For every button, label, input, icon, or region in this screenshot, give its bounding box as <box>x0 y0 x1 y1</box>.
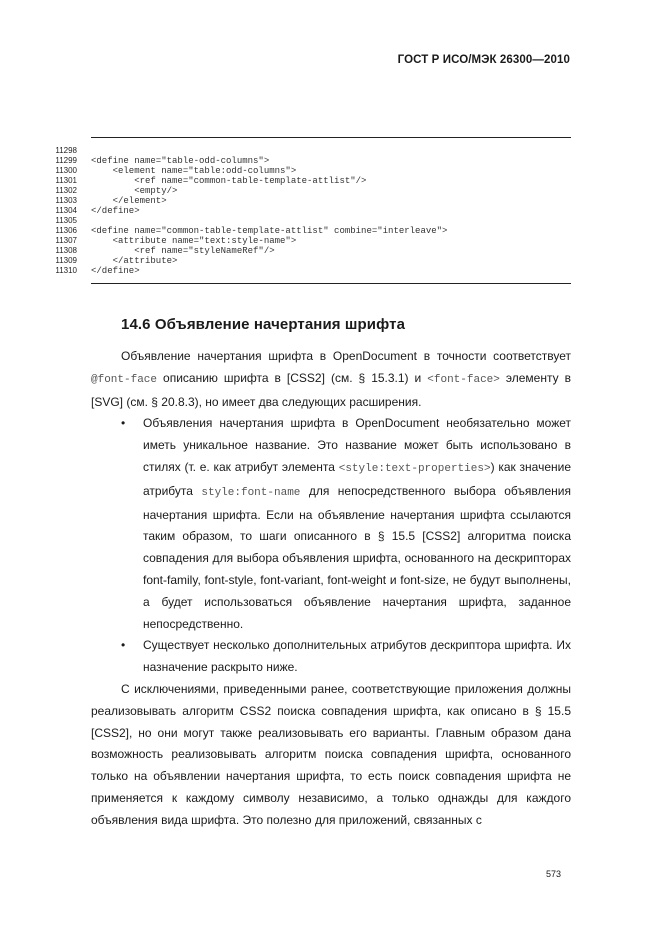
code-text: <define name="table-odd-columns"> <box>91 156 270 166</box>
paragraph-conformance: С исключениями, приведенными ранее, соответствующие приложения должны реализовывать алгоритм CSS2 поиска совпадения шрифта, как описано в § 15.5 [CSS2], но они могут также реализовывать его варианты. Главным образом дана возможность реализовывать алгоритм поиска совпадения шрифта, основанного только на объявлении начертания шрифта, то есть поиск совпадения шрифта не применяется к каждому символу независимо, а только однажды для каждого объявления вида шрифта. Это полезно для приложений, связанных с <box>91 681 571 827</box>
page-number: 573 <box>546 869 562 879</box>
code-line <box>40 206 580 216</box>
line-number: 11305 <box>55 216 77 225</box>
code-bottom-rule <box>91 283 571 284</box>
code-text: <ref name="common-table-template-attlist"/> <box>91 176 367 186</box>
code-line <box>40 256 580 266</box>
code-line <box>40 236 580 246</box>
code-line <box>40 226 580 236</box>
code-text: </define> <box>91 206 140 216</box>
line-number: 11304 <box>55 206 77 215</box>
line-number: 11310 <box>55 266 77 275</box>
code-text: <element name="table:odd-columns"> <box>91 166 297 176</box>
line-number: 11307 <box>55 236 77 245</box>
code-line <box>40 176 580 186</box>
code-line <box>40 216 580 226</box>
code-text: <ref name="styleNameRef"/> <box>91 246 275 256</box>
document-header: ГОСТ Р ИСО/МЭК 26300—2010 <box>397 54 570 66</box>
bullet-text: Объявления начертания шрифта в OpenDocument необязательно может иметь уникальное название. Это название может быть использовано в стилях (т. е. как атрибут элемента <style:text-properties>) как значение атрибута style:font-name для непосредственного выбора объявления начертания шрифта. Если на объявление начертания шрифта ссылаются таким образом, то шаги описанного в § 15.5 [CSS2] алгоритма поиска совпадения для выбора объявления шрифта, основанного на дескрипторах font-family, font-style, font-variant, font-weight и font-size, не будут выполнены, а будет использоваться объявление начертания шрифта, заданное непосредственно. <box>143 416 571 631</box>
line-number: 11301 <box>55 176 77 185</box>
code-listing <box>40 146 580 276</box>
code-line <box>40 196 580 206</box>
code-text: </attribute> <box>91 256 178 266</box>
code-line <box>40 186 580 196</box>
code-text: <empty/> <box>91 186 178 196</box>
paragraph-intro: Объявление начертания шрифта в OpenDocument в точности соответствует @font-face описанию шрифта в [CSS2] (см. § 15.3.1) и <font-face> элементу в [SVG] (см. § 20.8.3), но имеет два следующих расширения. <box>91 349 571 409</box>
code-line <box>40 166 580 176</box>
line-number: 11298 <box>55 146 77 155</box>
bullet-marker: • <box>121 638 126 653</box>
code-text: <attribute name="text:style-name"> <box>91 236 297 246</box>
bullet-item <box>91 413 571 635</box>
line-number: 11306 <box>55 226 77 235</box>
bullet-marker: • <box>121 416 126 431</box>
code-line <box>40 146 580 156</box>
bullet-item <box>91 635 571 679</box>
code-line <box>40 246 580 256</box>
code-line <box>40 266 580 276</box>
code-top-rule <box>91 137 571 138</box>
code-text: </define> <box>91 266 140 276</box>
line-number: 11302 <box>55 186 77 195</box>
line-number: 11309 <box>55 256 77 265</box>
line-number: 11299 <box>55 156 77 165</box>
line-number: 11300 <box>55 166 77 175</box>
code-line <box>40 156 580 166</box>
line-number: 11308 <box>55 246 77 255</box>
bullet-text: Существует несколько дополнительных атрибутов дескриптора шрифта. Их назначение раскрыто ниже. <box>143 638 571 675</box>
body-text <box>91 346 571 832</box>
section-heading: 14.6 Объявление начертания шрифта <box>121 316 406 333</box>
line-number: 11303 <box>55 196 77 205</box>
code-text: <define name="common-table-template-attlist" combine="interleave"> <box>91 226 448 236</box>
code-text: </element> <box>91 196 167 206</box>
